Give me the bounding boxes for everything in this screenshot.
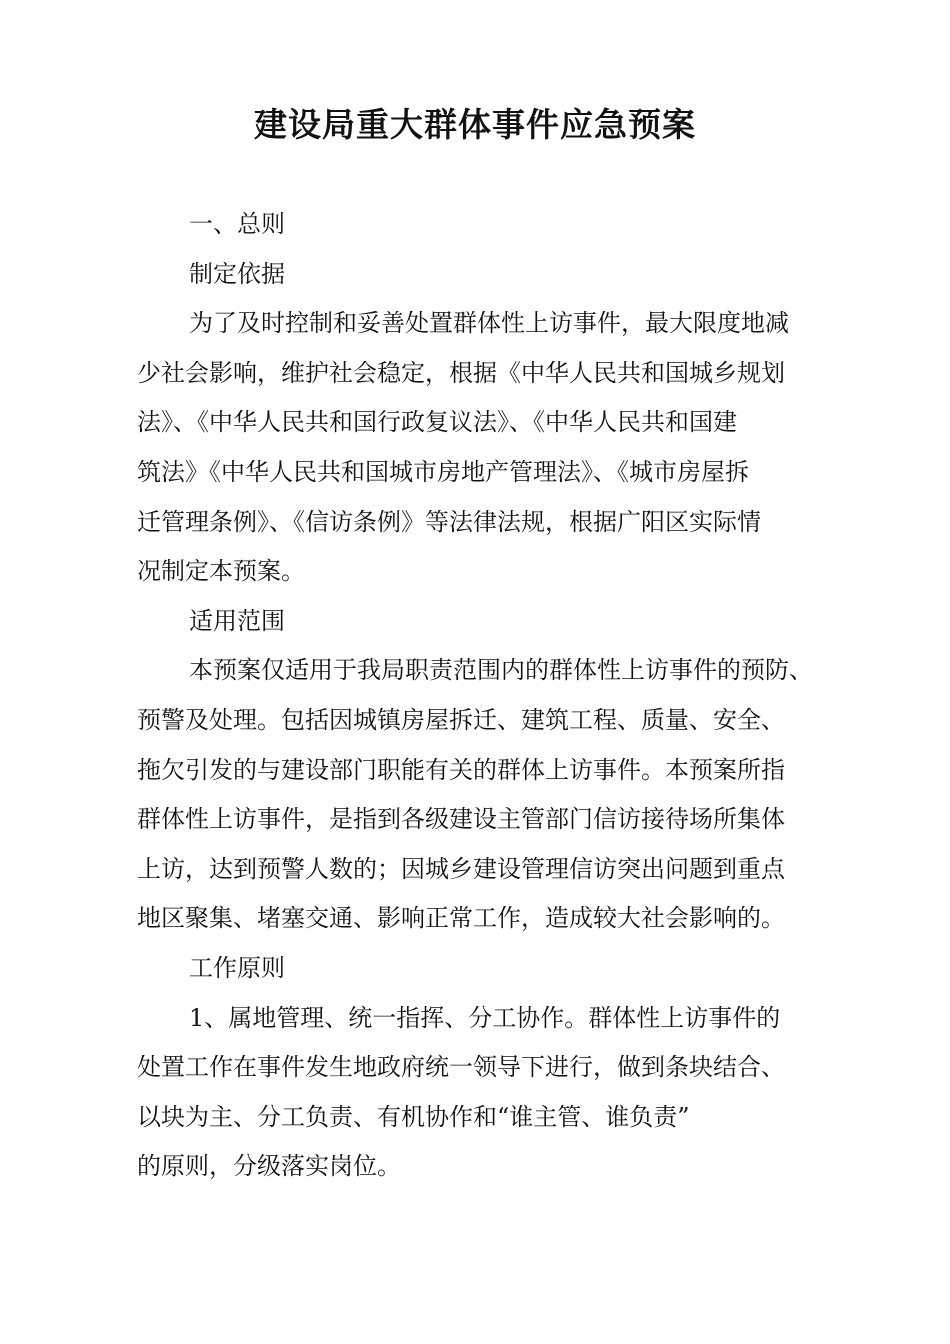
subheading-principles: 工作原则 [189, 953, 285, 982]
document-body [137, 200, 837, 1192]
paragraph-line: 本预案仅适用于我局职责范围内的群体性上访事件的预防、 [189, 656, 813, 685]
paragraph-line: 1、属地管理、统一指挥、分工协作。群体性上访事件的 [189, 1003, 781, 1032]
paragraph-line: 预警及处理。包括因城镇房屋拆迁、建筑工程、质量、安全、 [137, 705, 785, 734]
paragraph-line: 况制定本预案。 [137, 557, 305, 586]
paragraph-line: 地区聚集、堵塞交通、影响正常工作，造成较大社会影响的。 [137, 904, 785, 933]
paragraph-line: 拖欠引发的与建设部门职能有关的群体上访事件。本预案所指 [137, 755, 785, 784]
subheading-scope: 适用范围 [189, 606, 285, 635]
paragraph-line: 的原则，分级落实岗位。 [137, 1152, 401, 1181]
paragraph-line: 少社会影响，维护社会稳定，根据《中华人民共和国城乡规划 [137, 358, 785, 387]
paragraph-line: 为了及时控制和妥善处置群体性上访事件，最大限度地减 [189, 309, 789, 338]
document-title: 建设局重大群体事件应急预案 [254, 105, 696, 144]
subheading-basis: 制定依据 [189, 259, 285, 288]
paragraph-line: 群体性上访事件，是指到各级建设主管部门信访接待场所集体 [137, 805, 785, 834]
paragraph-line: 迁管理条例》、《信访条例》等法律法规，根据广阳区实际情 [137, 507, 761, 536]
paragraph-line: 处置工作在事件发生地政府统一领导下进行，做到条块结合、 [137, 1053, 785, 1082]
paragraph-line: 上访，达到预警人数的；因城乡建设管理信访突出问题到重点 [137, 854, 785, 883]
paragraph-line: 法》、《中华人民共和国行政复议法》、《中华人民共和国建 [137, 408, 737, 437]
paragraph-line: 筑法》《中华人民共和国城市房地产管理法》、《城市房屋拆 [137, 457, 749, 486]
section-heading-general: 一、总则 [189, 210, 285, 238]
paragraph-line: 以块为主、分工负责、有机协作和“谁主管、谁负责” [137, 1102, 690, 1131]
